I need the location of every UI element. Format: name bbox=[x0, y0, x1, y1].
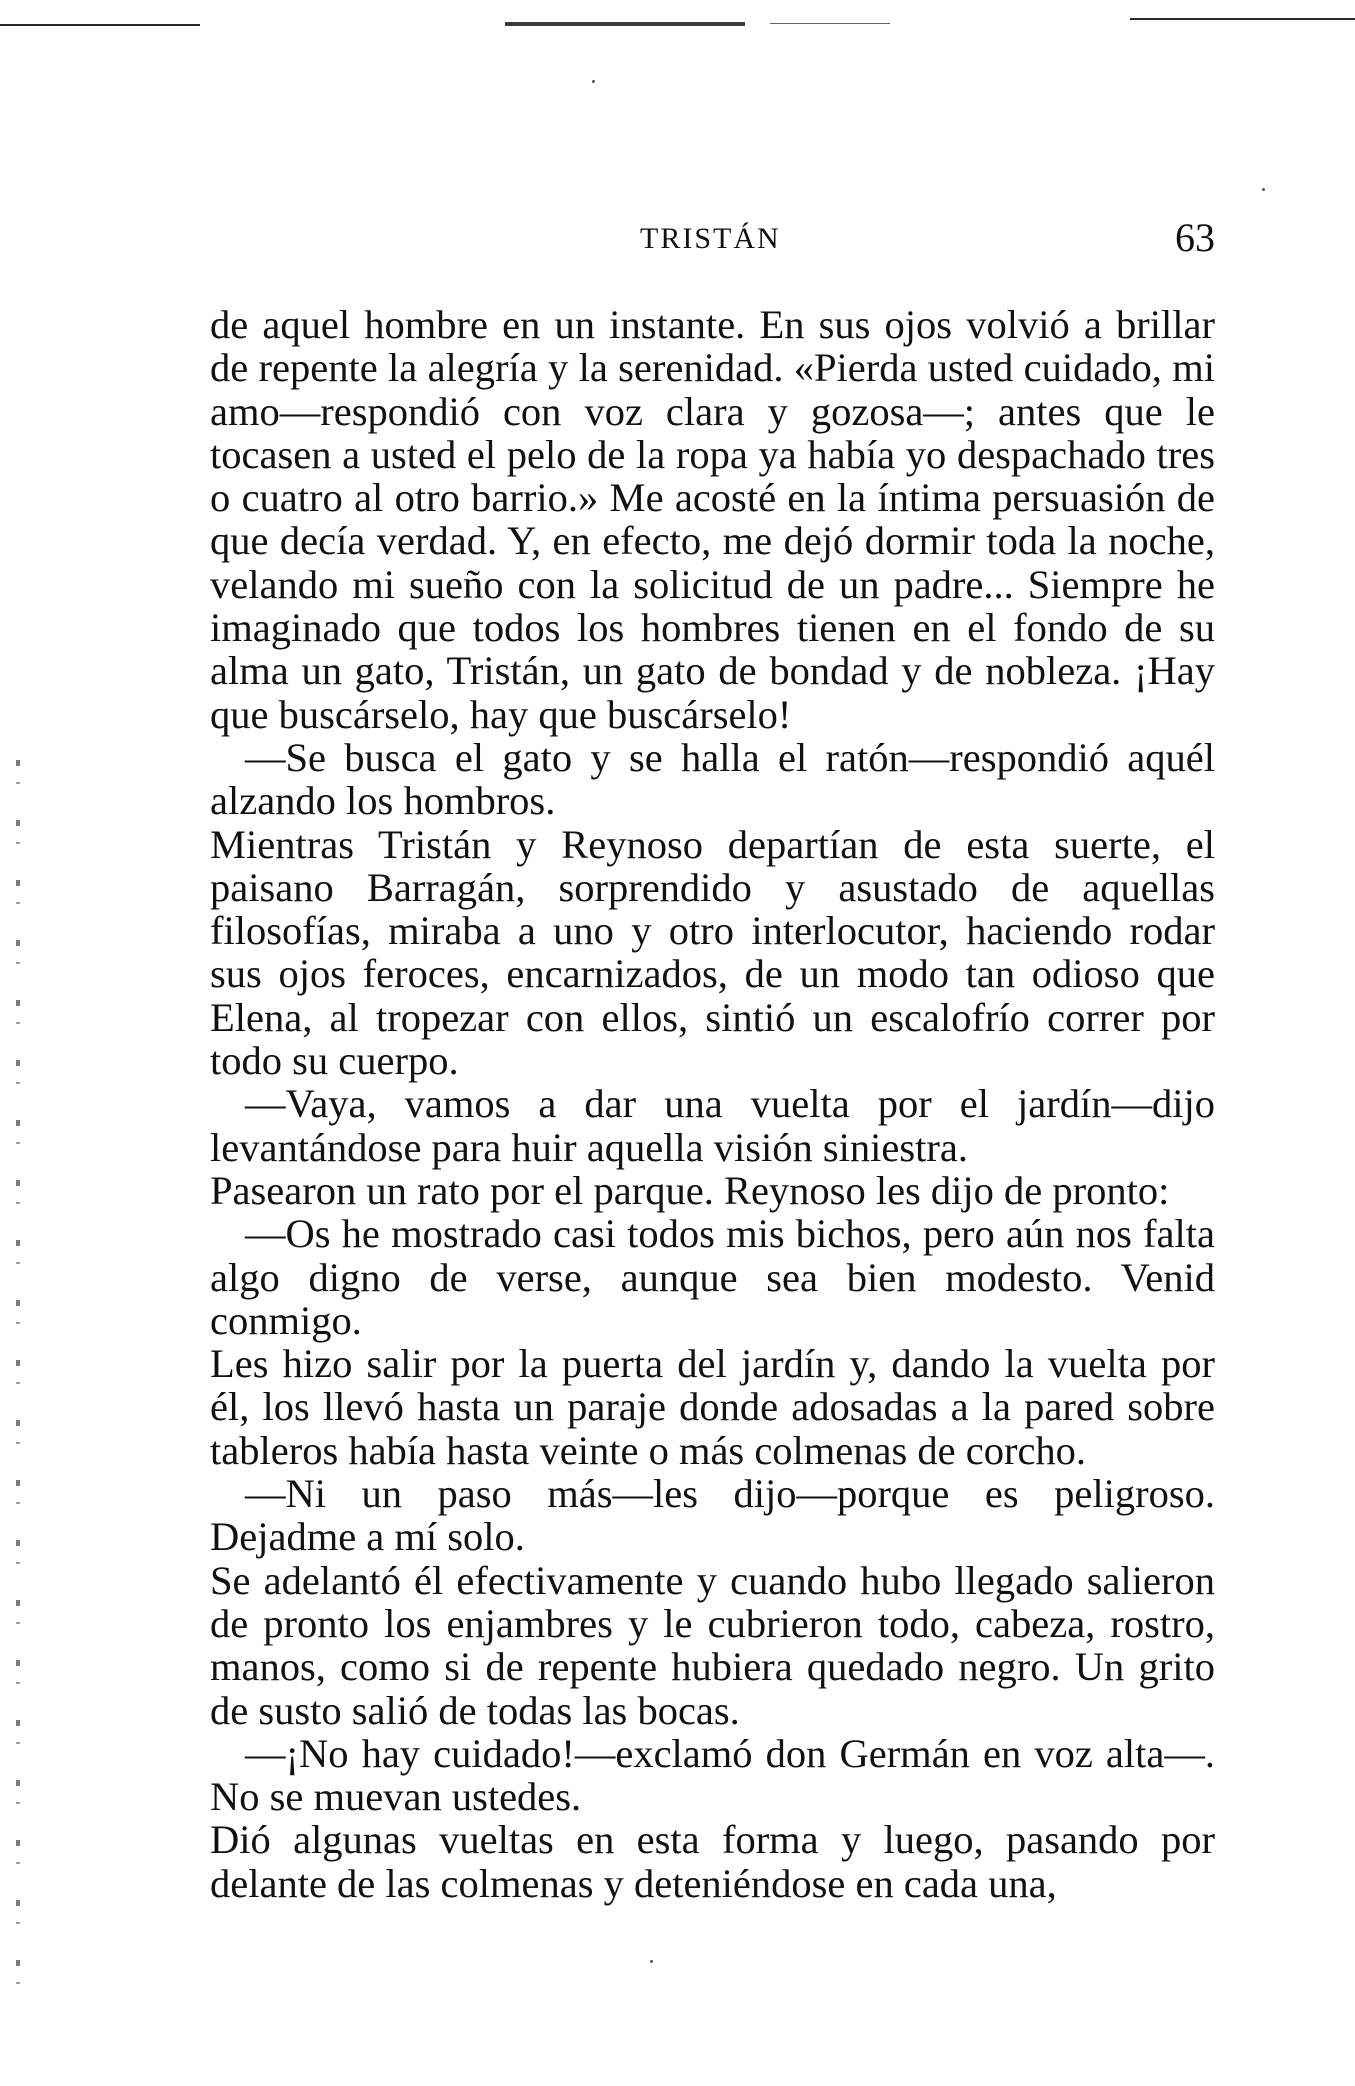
paragraph: Les hizo salir por la puerta del jardín y, dando la vuelta por él, los llevó hasta un paraje donde adosadas a la pared sobre tableros había hasta veinte o más colmenas de corcho. bbox=[210, 1341, 1215, 1473]
page-number: 63 bbox=[1175, 215, 1215, 260]
scan-edge-marks bbox=[16, 760, 20, 2020]
paragraph: —Se busca el gato y se halla el ratón—respondió aquél alzando los hombros. bbox=[210, 734, 1215, 824]
scan-speck bbox=[650, 1960, 653, 1963]
paragraph: Dió algunas vueltas en esta forma y luego, pasando por delante de las colmenas y deteniéndose en cada una, bbox=[210, 1817, 1215, 1906]
scan-speck bbox=[1262, 188, 1265, 191]
paragraph: Pasearon un rato por el parque. Reynoso les dijo de pronto: bbox=[210, 1167, 1170, 1213]
paragraph: de aquel hombre en un instante. En sus ojos volvió a brillar de repente la alegría y la serenidad. «Pierda usted cuidado, mi amo—respondió con voz clara y gozosa—; antes que le tocasen a usted el pelo de la ropa ya había yo despachado tres o cuatro al otro barrio.» Me acosté en la íntima persuasión de que decía verdad. Y, en efecto, me dejó dormir toda la noche, velando mi sueño con la solicitud de un padre... Siempre he imaginado que todos los hombres tienen en el fondo de su alma un gato, Tristán, un gato de bondad y de nobleza. ¡Hay que buscárselo, hay que buscárselo! bbox=[210, 302, 1215, 737]
paragraph: Mientras Tristán y Reynoso departían de esta suerte, el paisano Barragán, sorprendido y asustado de aquellas filosofías, miraba a uno y otro interlocutor, haciendo rodar sus ojos feroces, encarnizados, de un modo tan odioso que Elena, al tropezar con ellos, sintió un escalofrío correr por todo su cuerpo. bbox=[210, 821, 1215, 1084]
scan-speck bbox=[592, 80, 595, 83]
paragraph: —Vaya, vamos a dar una vuelta por el jardín—dijo levantándose para huir aquella visión siniestra. bbox=[210, 1081, 1215, 1170]
top-rule-center bbox=[505, 22, 745, 26]
running-head bbox=[210, 214, 1215, 264]
top-rule-center-faint bbox=[770, 23, 890, 24]
top-rule-right bbox=[1130, 18, 1355, 20]
running-title: TRISTÁN bbox=[640, 222, 781, 255]
paragraph: —Ni un paso más—les dijo—porque es peligroso. Dejadme a mí solo. bbox=[210, 1471, 1215, 1560]
top-rule-left bbox=[0, 24, 200, 26]
body-text bbox=[210, 303, 1215, 1905]
paragraph: —Os he mostrado casi todos mis bichos, pero aún nos falta algo digno de verse, aunque sea bien modesto. Venid conmigo. bbox=[210, 1211, 1215, 1343]
paragraph: Se adelantó él efectivamente y cuando hubo llegado salieron de pronto los enjambres y le cubrieron todo, cabeza, rostro, manos, como si de repente hubiera quedado negro. Un grito de susto salió de todas las bocas. bbox=[210, 1557, 1215, 1733]
paragraph: —¡No hay cuidado!—exclamó don Germán en voz alta—. No se muevan ustedes. bbox=[210, 1730, 1215, 1820]
